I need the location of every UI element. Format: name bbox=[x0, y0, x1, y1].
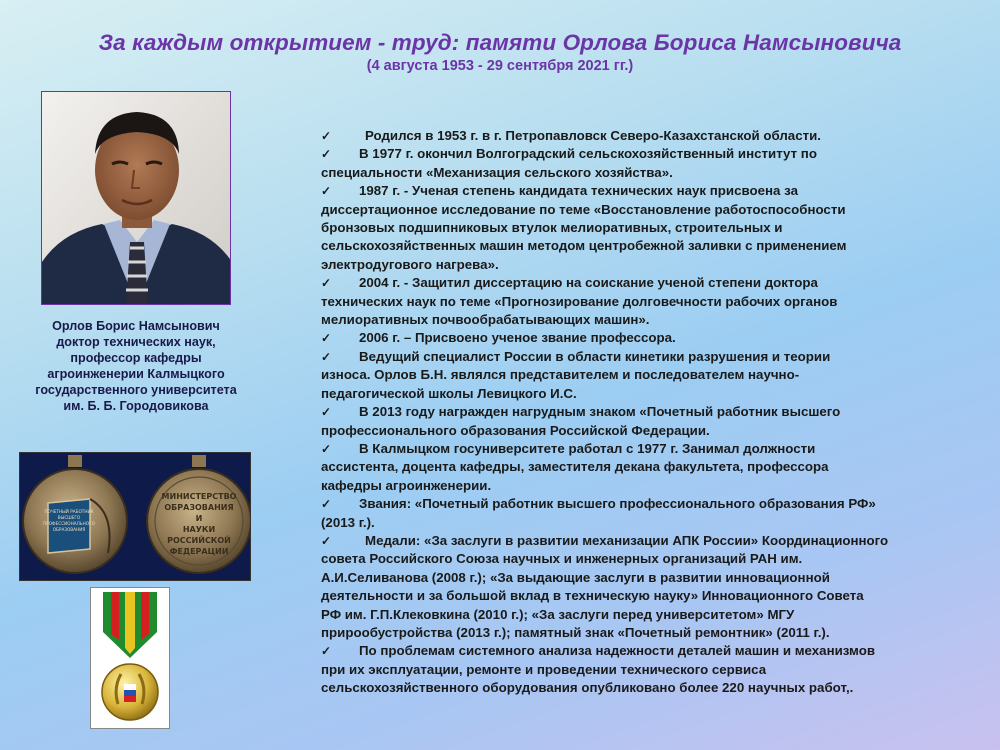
caption-line: доктор технических наук, bbox=[56, 335, 216, 349]
bio-line-text: (2013 г.). bbox=[321, 514, 375, 530]
bio-line-text: По проблемам системного анализа надежности деталей машин и механизмов bbox=[359, 643, 876, 659]
right-medal-text: РОССИЙСКОЙ bbox=[167, 536, 231, 545]
bio-line-text: педагогической школы Левицкого И.С. bbox=[321, 385, 577, 401]
bio-line bbox=[321, 127, 971, 145]
bio-line-text: прирообустройства (2013 г.); памятный знак «Почетный ремонтник» (2011 г.). bbox=[321, 624, 830, 640]
life-dates: (4 августа 1953 - 29 сентября 2021 гг.) bbox=[366, 58, 634, 74]
bio-line-text: Родился в 1953 г. в г. Петропавловск Северо-Казахстанской области. bbox=[365, 128, 821, 143]
check-mark-icon: ✓ bbox=[321, 129, 332, 143]
bio-line bbox=[321, 182, 971, 200]
bio-line-text: В Калмыцком госуниверситете работал с 1977 г. Занимал должности bbox=[359, 440, 816, 456]
bio-line bbox=[321, 348, 971, 366]
bio-line-text: совета Российского Союза научных и инженерных организаций РАН им. bbox=[321, 551, 803, 567]
right-medal-text: МИНИСТЕРСТВО bbox=[161, 492, 237, 501]
bio-line-text: бронзовых подшипниковых втулок мелиоративных, строительных и bbox=[321, 220, 783, 236]
right-medal-text: НАУКИ bbox=[182, 525, 216, 534]
check-mark-icon: ✓ bbox=[321, 441, 332, 456]
right-medal-text: И bbox=[195, 514, 203, 523]
bio-line-text: А.И.Селиванова (2008 г.); «За выдающие заслуги в развитии инновационной bbox=[321, 569, 830, 585]
caption-line: профессор кафедры bbox=[70, 351, 202, 365]
right-medal-text: ОБРАЗОВАНИЯ bbox=[164, 503, 234, 512]
bio-line bbox=[321, 569, 971, 587]
page-title: За каждым открытием - труд: памяти Орлова Бориса Намсыновича bbox=[98, 30, 902, 55]
bio-line-text: при их эксплуатации, ремонте и проведении технического сервиса bbox=[321, 661, 767, 677]
bio-line bbox=[321, 403, 971, 421]
left-medal-text: ВЫСШЕГО bbox=[57, 515, 81, 520]
bio-line-text: Звания: «Почетный работник высшего профессионального образования РФ» bbox=[359, 496, 876, 512]
bio-line bbox=[321, 385, 971, 403]
check-mark-icon: ✓ bbox=[321, 276, 332, 291]
bio-line bbox=[321, 422, 971, 440]
bio-line bbox=[321, 237, 971, 255]
bio-line-text: Медали: «За заслуги в развитии механизации АПК России» Координационного bbox=[365, 532, 889, 548]
check-mark-icon: ✓ bbox=[321, 644, 332, 659]
bio-line-text: износа. Орлов Б.Н. являлся представителем и последователем научно- bbox=[321, 367, 800, 383]
bio-line-text: электродугового нагрева». bbox=[321, 256, 499, 272]
bio-line bbox=[321, 587, 971, 605]
caption-line: Орлов Борис Намсынович bbox=[52, 319, 220, 333]
bio-line-text: диссертационное исследование по теме «Восстановление работоспособности bbox=[321, 201, 846, 217]
check-mark-icon: ✓ bbox=[321, 405, 332, 420]
bio-line bbox=[321, 532, 971, 550]
bio-line-text: профессионального образования Российской Федерации. bbox=[321, 422, 710, 438]
check-mark-icon: ✓ bbox=[321, 184, 332, 199]
bio-line bbox=[321, 661, 971, 679]
bio-line-text: кафедры агроинженерии. bbox=[321, 477, 492, 493]
caption-line: агроинженерии Калмыцкого bbox=[47, 367, 225, 381]
bio-line-text: 1987 г. - Ученая степень кандидата технических наук присвоена за bbox=[359, 183, 798, 199]
bio-line bbox=[321, 477, 971, 495]
bio-line bbox=[321, 550, 971, 568]
medal-pair-image bbox=[19, 452, 251, 581]
left-medal-text: ОБРАЗОВАНИЯ bbox=[52, 527, 86, 532]
bio-line-text: 2006 г. – Присвоено ученое звание профессора. bbox=[359, 330, 676, 346]
bio-line-text: В 1977 г. окончил Волгоградский сельскохозяйственный институт по bbox=[359, 146, 817, 162]
check-mark-icon: ✓ bbox=[321, 533, 332, 548]
bio-line bbox=[321, 164, 971, 182]
medal-pair-icon bbox=[20, 453, 250, 580]
bio-line bbox=[321, 145, 971, 163]
bio-line-text: 2004 г. - Защитил диссертацию на соискание ученой степени доктора bbox=[359, 275, 818, 291]
bio-line bbox=[321, 329, 971, 347]
bio-line bbox=[321, 495, 971, 513]
caption-line: государственного университета bbox=[35, 383, 237, 397]
bio-line bbox=[321, 219, 971, 237]
bio-line bbox=[321, 256, 971, 274]
bio-line-text: В 2013 году награжден нагрудным знаком «Почетный работник высшего bbox=[359, 404, 841, 420]
bio-line bbox=[321, 514, 971, 532]
portrait-photo bbox=[41, 91, 231, 305]
ribbon-medal-icon bbox=[91, 588, 169, 728]
bio-line bbox=[321, 440, 971, 458]
bio-line bbox=[321, 311, 971, 329]
bio-line bbox=[321, 679, 971, 697]
bio-line-text: РФ им. Г.П.Клековкина (2010 г.); «За заслуги перед университетом» МГУ bbox=[321, 606, 795, 622]
bio-line bbox=[321, 642, 971, 660]
biography bbox=[321, 127, 971, 698]
bio-line-text: специальности «Механизация сельского хозяйства». bbox=[321, 164, 673, 180]
bio-line bbox=[321, 293, 971, 311]
check-mark-icon: ✓ bbox=[321, 497, 332, 512]
bio-line-text: технических наук по теме «Прогнозирование долговечности рабочих органов bbox=[321, 293, 838, 309]
bio-line bbox=[321, 458, 971, 476]
bio-line bbox=[321, 201, 971, 219]
bio-line bbox=[321, 366, 971, 384]
bio-line bbox=[321, 624, 971, 642]
bio-line-text: сельскохозяйственных машин методом центробежной заливки с применением bbox=[321, 238, 847, 254]
bio-line-text: Ведущий специалист России в области кинетики разрушения и теории bbox=[359, 348, 831, 364]
person-portrait-icon bbox=[42, 92, 231, 305]
portrait-caption bbox=[8, 318, 264, 414]
check-mark-icon: ✓ bbox=[321, 331, 332, 346]
check-mark-icon: ✓ bbox=[321, 147, 332, 162]
bio-line-text: деятельности и за большой вклад в техническую науку» Инновационного Совета bbox=[321, 588, 864, 604]
bio-line bbox=[321, 606, 971, 624]
bio-line-text: мелиоративных почвообрабатывающих машин». bbox=[321, 312, 650, 328]
ribbon-medal-image bbox=[90, 587, 170, 729]
bio-line bbox=[321, 274, 971, 292]
right-medal-text: ФЕДЕРАЦИИ bbox=[169, 547, 229, 556]
check-mark-icon: ✓ bbox=[321, 349, 332, 364]
bio-line-text: сельскохозяйственного оборудования опубликовано более 220 научных работ,. bbox=[321, 680, 854, 696]
left-medal-text: ПРОФЕССИОНАЛЬНОГО bbox=[43, 521, 95, 526]
left-medal-text: ПОЧЕТНЫЙ РАБОТНИК bbox=[44, 509, 94, 514]
bio-line-text: ассистента, доцента кафедры, заместителя декана факультета, профессора bbox=[321, 459, 829, 475]
caption-line: им. Б. Б. Городовикова bbox=[63, 399, 209, 413]
